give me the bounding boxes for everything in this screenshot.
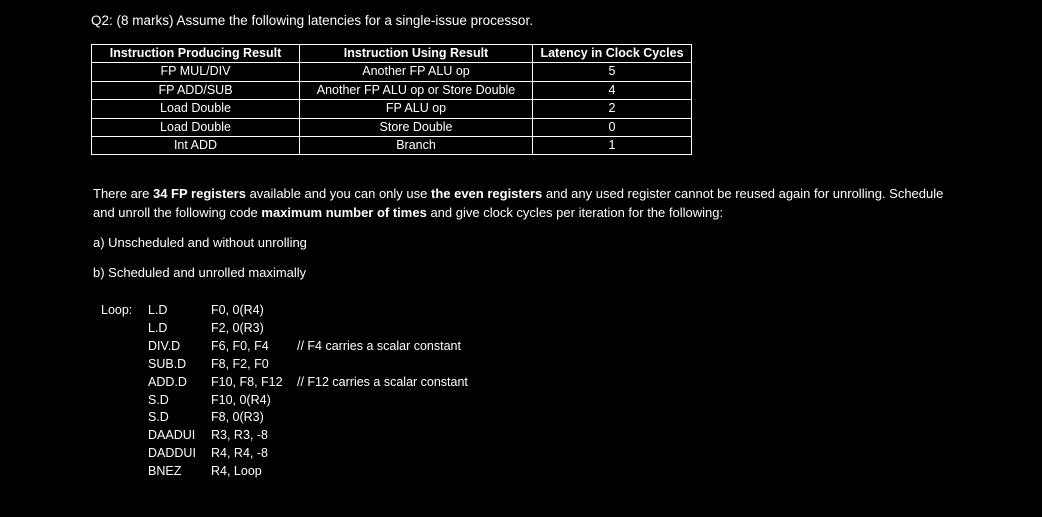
cell-producing: FP MUL/DIV — [92, 63, 300, 81]
latency-table — [91, 44, 692, 155]
paragraph-text: and give clock cycles per iteration for the following: — [426, 205, 724, 220]
code-args: F0, 0(R4) — [211, 303, 264, 317]
cell-using: Another FP ALU op — [300, 63, 533, 81]
code-op: SUB.D — [148, 357, 187, 371]
code-comment: // F12 carries a scalar constant — [297, 375, 468, 389]
table-row — [92, 81, 692, 99]
paragraph-bold: 34 FP registers — [152, 186, 246, 201]
paragraph-text: There are — [93, 186, 153, 201]
loop-label: Loop: — [101, 303, 133, 317]
code-args: R4, R4, -8 — [211, 446, 268, 460]
header-producing: Instruction Producing Result — [92, 45, 300, 63]
code-op: S.D — [148, 393, 169, 407]
code-args: F10, F8, F12 — [211, 375, 283, 389]
code-args: F2, 0(R3) — [211, 321, 264, 335]
part-a: a) Unscheduled and without unrolling — [93, 235, 307, 250]
cell-using: Branch — [300, 137, 533, 155]
cell-latency: 1 — [533, 137, 692, 155]
code-op: ADD.D — [148, 375, 187, 389]
code-op: S.D — [148, 410, 169, 424]
code-args: F8, F2, F0 — [211, 357, 269, 371]
code-op: DADDUI — [148, 446, 196, 460]
code-op: DAADUI — [148, 428, 196, 442]
table-header-row — [92, 45, 692, 63]
code-args: F6, F0, F4 — [211, 339, 269, 353]
code-args: F8, 0(R3) — [211, 410, 264, 424]
code-op: BNEZ — [148, 464, 182, 478]
cell-latency: 4 — [533, 81, 692, 99]
cell-producing: Int ADD — [92, 137, 300, 155]
cell-using: FP ALU op — [300, 100, 533, 118]
code-args: R4, Loop — [211, 464, 262, 478]
cell-latency: 0 — [533, 118, 692, 136]
paragraph-bold: the even registers — [430, 186, 543, 201]
header-latency: Latency in Clock Cycles — [533, 45, 692, 63]
cell-producing: Load Double — [92, 100, 300, 118]
paragraph-text: and any used register cannot be reused again for unrolling. Schedule — [542, 186, 944, 201]
cell-using: Store Double — [300, 118, 533, 136]
cell-using: Another FP ALU op or Store Double — [300, 81, 533, 99]
paragraph-line-1 — [93, 186, 943, 201]
table-row — [92, 63, 692, 81]
code-args: R3, R3, -8 — [211, 428, 268, 442]
cell-latency: 2 — [533, 100, 692, 118]
table-row — [92, 118, 692, 136]
cell-producing: FP ADD/SUB — [92, 81, 300, 99]
paragraph-text: available and you can only use — [245, 186, 431, 201]
paragraph-text: and unroll the following code — [93, 205, 262, 220]
question-title: Q2: (8 marks) Assume the following latencies for a single-issue processor. — [91, 13, 533, 28]
paragraph-line-2 — [93, 205, 723, 220]
cell-producing: Load Double — [92, 118, 300, 136]
part-b: b) Scheduled and unrolled maximally — [93, 265, 307, 280]
cell-latency: 5 — [533, 63, 692, 81]
code-op: L.D — [148, 321, 168, 335]
code-comment: // F4 carries a scalar constant — [297, 339, 461, 353]
code-op: DIV.D — [148, 339, 181, 353]
header-using: Instruction Using Result — [300, 45, 533, 63]
code-args: F10, 0(R4) — [211, 393, 271, 407]
code-op: L.D — [148, 303, 168, 317]
paragraph-bold: maximum number of times — [261, 205, 427, 220]
table-row — [92, 100, 692, 118]
table-row — [92, 137, 692, 155]
